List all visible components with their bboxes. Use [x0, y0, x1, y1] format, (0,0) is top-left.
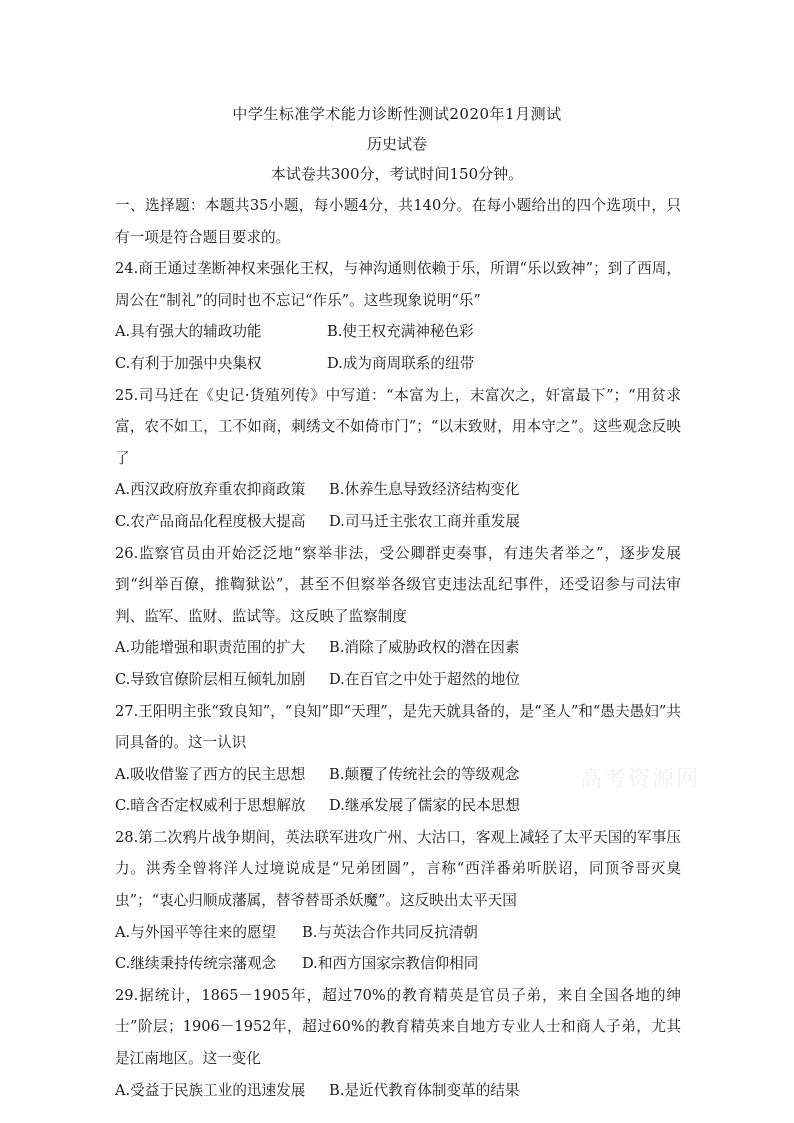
- section-instructions: 一、选择题：本题共35小题，每小题4分，共140分。在每小题给出的四个选项中，只有一项是符合题目要求的。: [115, 197, 681, 246]
- option-a: A.受益于民族工业的迅速发展: [115, 1081, 306, 1099]
- option-b: B.与英法合作共同反抗清朝: [302, 923, 478, 941]
- question-28: [115, 822, 681, 980]
- option-row: [115, 506, 681, 538]
- option-a: A.功能增强和职责范围的扩大: [115, 639, 306, 657]
- option-row: [115, 632, 681, 664]
- exam-title: 中学生标准学术能力诊断性测试2020年1月测试: [232, 105, 562, 123]
- question-stem: 27.王阳明主张“致良知”，“良知”即“天理”，是先天就具备的，是“圣人”和“愚夫愚妇”共同具备的。这一认识: [115, 702, 681, 752]
- option-row: [115, 948, 681, 980]
- watermark: 高考资源网: [580, 767, 701, 792]
- question-27: [115, 696, 681, 822]
- option-d: D.继承发展了儒家的民本思想: [329, 797, 520, 815]
- option-d: D.司马迁主张农工商并重发展: [329, 512, 520, 530]
- question-stem: 26.监察官员由开始泛泛地“察举非法，受公卿群吏奏事，有违失者举之”，逐步发展到“纠举百僚，推鞫狱讼”，甚至不但察举各级官吏违法乱纪事件，还受诏参与司法审判、监军、监财、监试等。这反映了监察制度: [115, 544, 681, 625]
- question-stem: 28.第二次鸦片战争期间，英法联军进攻广州、大沽口，客观上减轻了太平天国的军事压力。洪秀全曾将洋人过境说成是“兄弟团圆”，言称“西洋番弟听朕诏，同顶爷哥灭臭虫”；“衷心归顺成藩属，替爷替哥杀妖魔”。这反映出太平天国: [115, 828, 681, 910]
- option-c: C.暗含否定权威利于思想解放: [115, 797, 306, 815]
- option-row: [115, 790, 681, 822]
- option-d: D.和西方国家宗教信仰相同: [302, 955, 479, 973]
- exam-info: 本试卷共300分，考试时间150分钟。: [270, 165, 524, 183]
- option-c: C.导致官僚阶层相互倾轧加剧: [115, 670, 306, 688]
- option-d: D.成为商周联系的纽带: [327, 354, 475, 372]
- question-25: [115, 380, 681, 538]
- option-a: A.具有强大的辅政功能: [115, 323, 262, 341]
- option-b: B.消除了威胁政权的潜在因素: [329, 639, 520, 657]
- option-row: [115, 917, 681, 949]
- option-b: B.使王权充满神秘色彩: [327, 323, 474, 341]
- option-row: [115, 1075, 681, 1107]
- option-c: C.农产品商品化程度极大提高: [115, 512, 306, 530]
- option-c: C.有利于加强中央集权: [115, 354, 262, 372]
- option-row: [115, 316, 681, 348]
- option-c: C.继续秉持传统宗藩观念: [115, 955, 277, 973]
- question-stem: 25.司马迁在《史记·货殖列传》中写道：“本富为上，末富次之，奸富最下”；“用贫求富，农不如工，工不如商，刺绣文不如倚市门”；“以末致财，用本守之”。这些观念反映了: [115, 386, 681, 467]
- question-stem: 29.据统计，1865－1905年，超过70%的教育精英是官员子弟，来自全国各地的绅士”阶层；1906－1952年，超过60%的教育精英来自地方专业人士和商人子弟，尤其是江南地区。这一变化: [115, 986, 681, 1068]
- option-b: B.休养生息导致经济结构变化: [329, 481, 520, 499]
- option-row: [115, 474, 681, 506]
- question-29: [115, 980, 681, 1106]
- exam-body: [115, 190, 681, 1106]
- exam-subject: 历史试卷: [366, 135, 427, 153]
- option-row: [115, 348, 681, 380]
- option-a: A.与外国平等往来的愿望: [115, 923, 277, 941]
- option-b: B.颠覆了传统社会的等级观念: [329, 765, 520, 783]
- option-b: B.是近代教育体制变革的结果: [329, 1081, 520, 1099]
- question-26: [115, 538, 681, 696]
- option-a: A.西汉政府放弃重农抑商政策: [115, 481, 306, 499]
- option-a: A.吸收借鉴了西方的民主思想: [115, 765, 306, 783]
- question-24: [115, 253, 681, 379]
- option-row: [115, 664, 681, 696]
- option-d: D.在百官之中处于超然的地位: [329, 670, 520, 688]
- question-stem: 24.商王通过垄断神权来强化王权，与神沟通则依赖于乐，所谓“乐以致神”；到了西周，周公在“制礼”的同时也不忘记“作乐”。这些现象说明“乐”: [115, 260, 681, 309]
